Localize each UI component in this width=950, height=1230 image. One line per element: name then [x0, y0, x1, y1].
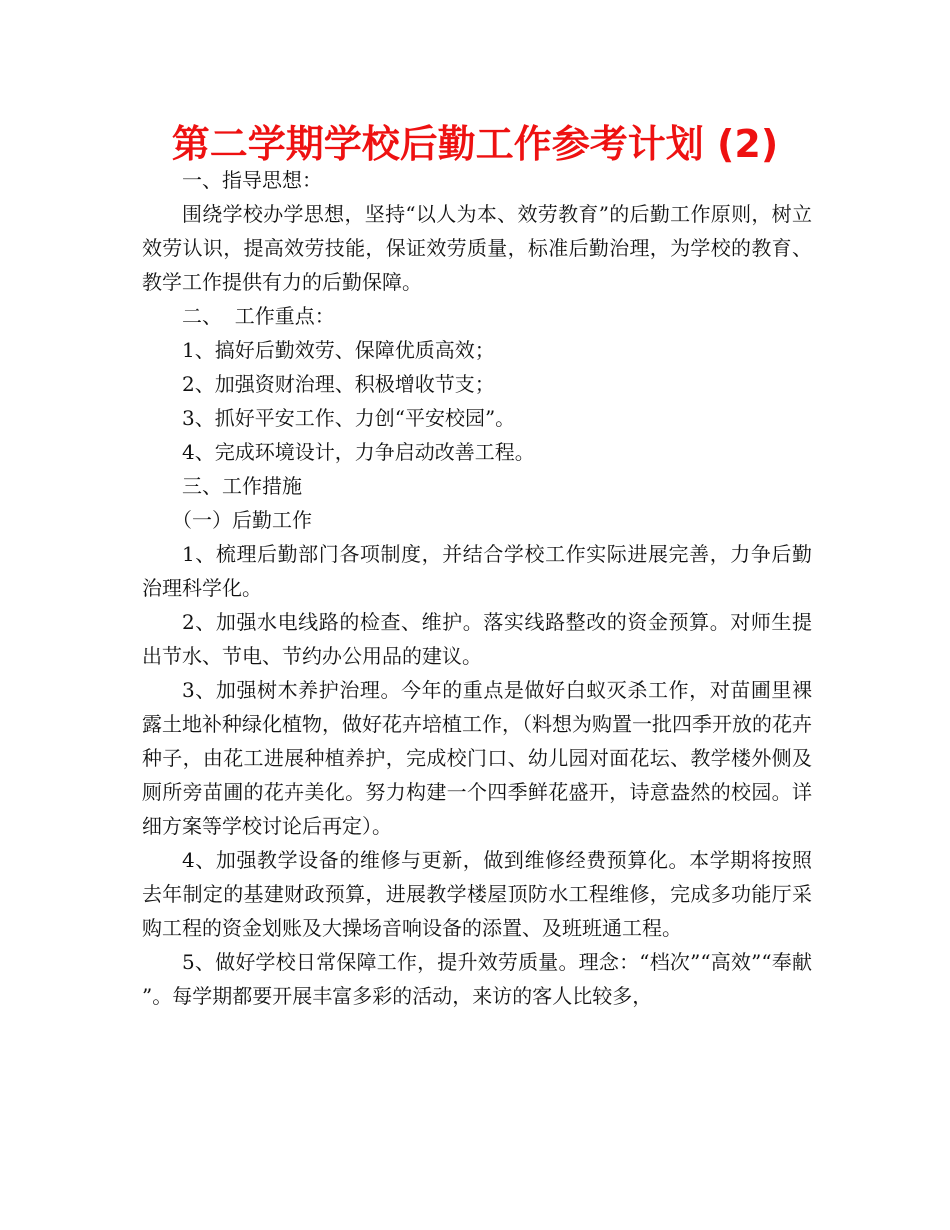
- section-heading-key-points: 二、 工作重点：: [182, 304, 335, 328]
- section-heading-guiding-thought: 一、指导思想：: [182, 168, 322, 192]
- list-item-key-point-1: 1、搞好后勤效劳、保障优质高效；: [182, 338, 495, 362]
- paragraph-guiding-thought: 围绕学校办学思想，坚持“以人为本、效劳教育”的后勤工作原则，树立效劳认识，提高效劳技能，保证效劳质量，标准后勤治理，为学校的教育、教学工作提供有力的后勤保障。: [142, 202, 812, 294]
- subsection-heading-logistics: （一）后勤工作: [172, 508, 312, 532]
- paragraph-measure-4: 4、加强教学设备的维修与更新，做到维修经费预算化。本学期将按照去年制定的基建财政预算，进展教学楼屋顶防水工程维修，完成多功能厅采购工程的资金划账及大操场音响设备的添置、及班班通工程。: [142, 848, 812, 940]
- paragraph-measure-5: 5、做好学校日常保障工作，提升效劳质量。理念：“档次”“高效”“奉献 ”。每学期都要开展丰富多彩的活动，来访的客人比较多，: [142, 950, 812, 1008]
- paragraph-measure-1: 1、梳理后勤部门各项制度，并结合学校工作实际进展完善，力争后勤治理科学化。: [142, 542, 812, 600]
- list-item-key-point-2: 2、加强资财治理、积极增收节支；: [182, 372, 495, 396]
- list-item-key-point-4: 4、完成环境设计，力争启动改善工程。: [182, 440, 535, 464]
- document-title: 第二学期学校后勤工作参考计划 (2): [171, 122, 779, 166]
- paragraph-measure-3: 3、加强树木养护治理。今年的重点是做好白蚁灭杀工作，对苗圃里裸露土地补种绿化植物，做好花卉培植工作，（料想为购置一批四季开放的花卉种子，由花工进展种植养护，完成校门口、幼儿园对面花坛、教学楼外侧及厕所旁苗圃的花卉美化。努力构建一个四季鲜花盛开，诗意盎然的校园。详细方案等学校讨论后再定）。: [142, 678, 812, 838]
- paragraph-measure-2: 2、加强水电线路的检查、维护。落实线路整改的资金预算。对师生提出节水、节电、节约办公用品的建议。: [142, 610, 812, 668]
- document-body: [142, 163, 812, 1013]
- section-heading-measures: 三、工作措施: [182, 474, 302, 498]
- list-item-key-point-3: 3、抓好平安工作、力创“平安校园”。: [182, 406, 516, 430]
